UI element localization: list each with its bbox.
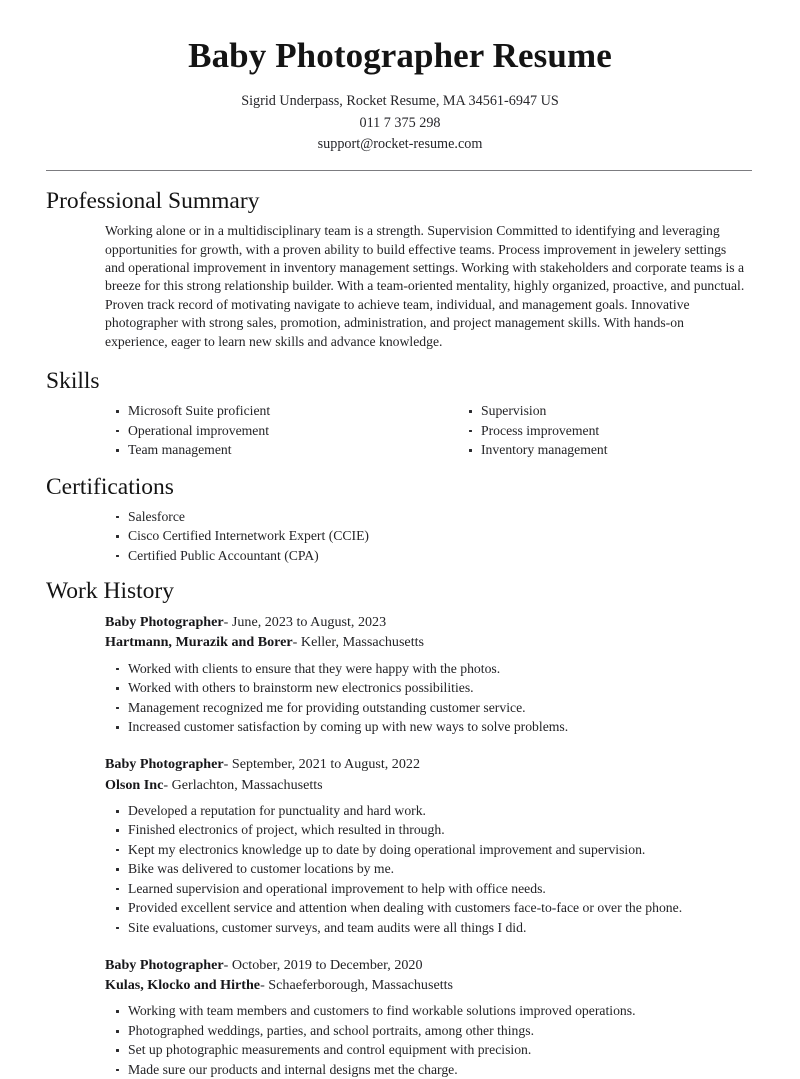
contact-email: support@rocket-resume.com xyxy=(317,136,483,153)
resume-header xyxy=(0,0,800,156)
list-item: Site evaluations, customer surveys, and team audits were all things I did. xyxy=(116,919,752,937)
job-company-line xyxy=(105,632,752,652)
contact-phone: 011 7 375 298 xyxy=(359,114,441,131)
work-history-entry xyxy=(46,955,752,1079)
list-item: Cisco Certified Internetwork Expert (CCIE) xyxy=(116,527,752,545)
job-location: Gerlachton, Massachusetts xyxy=(171,776,323,793)
certifications-list xyxy=(46,508,752,565)
job-title: Baby Photographer xyxy=(105,756,224,773)
job-separator: - xyxy=(260,977,265,994)
job-dates: June, 2023 to August, 2023 xyxy=(231,614,387,631)
list-item: Photographed weddings, parties, and school portraits, among other things. xyxy=(116,1022,752,1040)
work-history-entry xyxy=(46,612,752,736)
job-bullets xyxy=(105,660,752,737)
job-title: Baby Photographer xyxy=(105,614,224,631)
summary-text: Working alone or in a multidisciplinary team is a strength. Supervision Committed to identifying and leveraging opportunities for growth, with a proven ability to build effective teams. Process improvement in jewelery settings and operational improvement in inventory management settings. Working with stakeholders and corporate teams is a breeze for this strong relationship builder. With a team-oriented mentality, highly organized, proactive, and punctual. Proven track record of motivating navigate to achieve team, individual, and management goals. Innovative photographer with strong sales, promotion, administration, and project management skills. With hands-on experience, eager to learn new skills and advance knowledge. xyxy=(105,223,745,349)
list-item: Bike was delivered to customer locations by me. xyxy=(116,860,752,878)
list-item: Microsoft Suite proficient xyxy=(116,402,399,420)
list-item: Developed a reputation for punctuality and hard work. xyxy=(116,802,752,820)
job-location: Schaeferborough, Massachusetts xyxy=(268,977,454,994)
list-item: Supervision xyxy=(469,402,752,420)
job-company-line xyxy=(105,975,752,995)
job-title-line xyxy=(105,612,752,632)
page-title: Baby Photographer Resume xyxy=(188,36,612,75)
list-item: Operational improvement xyxy=(116,422,399,440)
job-title-line xyxy=(105,955,752,975)
list-item: Finished electronics of project, which resulted in through. xyxy=(116,821,752,839)
section-heading-skills: Skills xyxy=(46,368,100,395)
section-heading-summary: Professional Summary xyxy=(46,187,260,214)
list-item: Certified Public Accountant (CPA) xyxy=(116,547,752,565)
job-company: Hartmann, Murazik and Borer xyxy=(105,634,293,651)
skills-columns xyxy=(46,402,752,460)
section-skills xyxy=(0,367,800,460)
list-item: Kept my electronics knowledge up to date by doing operational improvement and supervision. xyxy=(116,841,752,859)
list-item: Inventory management xyxy=(469,441,752,459)
job-company: Olson Inc xyxy=(105,776,164,793)
job-separator: - xyxy=(163,776,169,793)
section-professional-summary xyxy=(0,187,800,351)
list-item: Salesforce xyxy=(116,508,752,526)
job-bullets xyxy=(105,802,752,937)
list-item: Management recognized me for providing outstanding customer service. xyxy=(116,699,752,717)
list-item: Worked with others to brainstorm new electronics possibilities. xyxy=(116,679,752,697)
contact-address: Sigrid Underpass, Rocket Resume, MA 34561-6947 US xyxy=(241,93,559,110)
job-separator: - xyxy=(223,956,229,973)
skills-list-right xyxy=(399,402,752,459)
header-divider xyxy=(46,170,752,171)
section-certifications xyxy=(0,473,800,565)
job-title-line xyxy=(105,754,752,774)
skills-column-left xyxy=(46,402,399,460)
list-item: Team management xyxy=(116,441,399,459)
job-company-line xyxy=(105,775,752,795)
section-work-history xyxy=(0,577,800,1079)
skills-column-right xyxy=(399,402,752,460)
job-separator: - xyxy=(223,614,229,631)
job-bullets xyxy=(105,1002,752,1079)
skills-list-left xyxy=(46,402,399,459)
list-item: Working with team members and customers to find workable solutions improved operations. xyxy=(116,1002,752,1020)
job-company: Kulas, Klocko and Hirthe xyxy=(105,977,261,994)
list-item: Worked with clients to ensure that they were happy with the photos. xyxy=(116,660,752,678)
list-item: Made sure our products and internal designs met the charge. xyxy=(116,1061,752,1079)
section-heading-certifications: Certifications xyxy=(46,473,174,500)
list-item: Increased customer satisfaction by coming up with new ways to solve problems. xyxy=(116,718,752,736)
job-dates: October, 2019 to December, 2020 xyxy=(231,956,423,973)
job-dates: September, 2021 to August, 2022 xyxy=(231,756,420,773)
job-separator: - xyxy=(223,756,229,773)
list-item: Set up photographic measurements and control equipment with precision. xyxy=(116,1041,752,1059)
list-item: Process improvement xyxy=(469,422,752,440)
job-location: Keller, Massachusetts xyxy=(300,634,425,651)
list-item: Provided excellent service and attention when dealing with customers face-to-face or over the phone. xyxy=(116,899,752,917)
list-item: Learned supervision and operational improvement to help with office needs. xyxy=(116,880,752,898)
job-title: Baby Photographer xyxy=(105,956,224,973)
job-separator: - xyxy=(292,634,298,651)
section-heading-work-history: Work History xyxy=(46,577,174,604)
work-history-entry xyxy=(46,754,752,937)
